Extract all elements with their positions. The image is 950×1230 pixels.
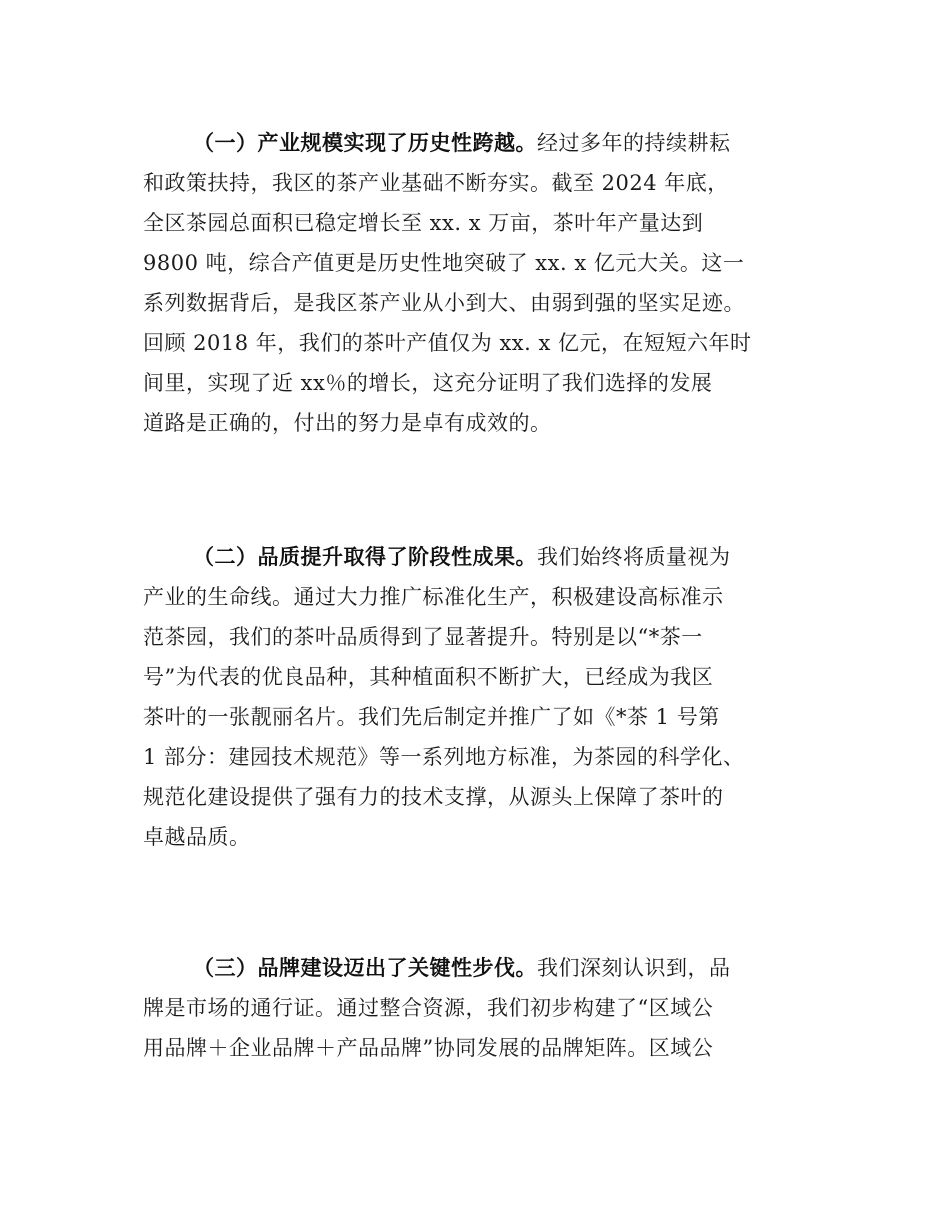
text-line: 1 部分：建园技术规范》等一系列地方标准，为茶园的科学化、 (143, 745, 745, 769)
paragraph-first-line (143, 123, 843, 163)
text-line: 道路是正确的，付出的努力是卓有成效的。 (143, 411, 552, 435)
text-line: 牌是市场的通行证。通过整合资源，我们初步构建了“区域公 (143, 996, 714, 1020)
body-text: 我们深刻认识到，品 (537, 956, 731, 980)
text-line: 号”为代表的优良品种，其种植面积不断扩大，已经成为我区 (143, 665, 714, 689)
text-line: 规范化建设提供了强有力的技术支撑，从源头上保障了茶叶的 (143, 785, 724, 809)
text-line: 范茶园，我们的茶叶品质得到了显著提升。特别是以“*茶一 (143, 625, 703, 649)
text-line: 卓越品质。 (143, 825, 251, 849)
text-line: 间里，实现了近 xx％的增长，这充分证明了我们选择的发展 (143, 371, 713, 395)
paragraph-2 (143, 537, 843, 857)
text-line: 产业的生命线。通过大力推广标准化生产，积极建设高标准示 (143, 585, 724, 609)
text-line: 用品牌＋企业品牌＋产品品牌”协同发展的品牌矩阵。区域公 (143, 1036, 714, 1060)
text-line: 茶叶的一张靓丽名片。我们先后制定并推广了如《*茶 1 号第 (143, 705, 720, 729)
section-heading: （一）产业规模实现了历史性跨越。 (193, 131, 537, 155)
paragraph-first-line (143, 948, 843, 988)
section-heading: （二）品质提升取得了阶段性成果。 (193, 545, 537, 569)
paragraph-first-line (143, 537, 843, 577)
section-heading: （三）品牌建设迈出了关键性步伐。 (193, 956, 537, 980)
body-text: 我们始终将质量视为 (537, 545, 731, 569)
paragraph-3 (143, 948, 843, 1068)
text-line: 系列数据背后，是我区茶产业从小到大、由弱到强的坚实足迹。 (143, 291, 745, 315)
text-line: 回顾 2018 年，我们的茶叶产值仅为 xx. x 亿元，在短短六年时 (143, 331, 752, 355)
body-text: 经过多年的持续耕耘 (537, 131, 731, 155)
text-line: 9800 吨，综合产值更是历史性地突破了 xx. x 亿元大关。这一 (143, 251, 745, 275)
text-line: 和政策扶持，我区的茶产业基础不断夯实。截至 2024 年底， (143, 171, 729, 195)
paragraph-1 (143, 123, 843, 443)
text-line: 全区茶园总面积已稳定增长至 xx. x 万亩，茶叶年产量达到 (143, 211, 704, 235)
